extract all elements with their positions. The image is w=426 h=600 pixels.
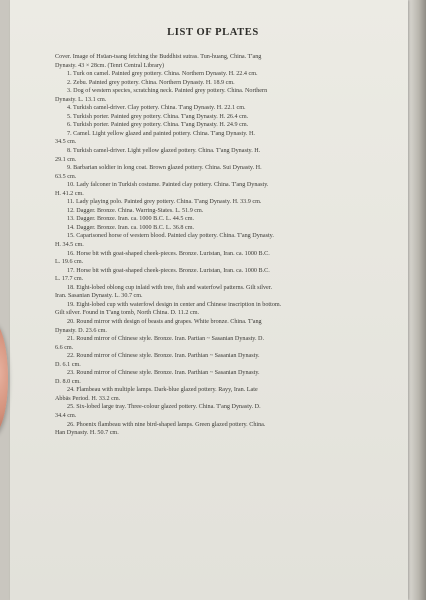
plate-entry	[55, 301, 371, 318]
entry-line: D. 8.0 cm.	[55, 378, 81, 385]
entry-line: 15. Caparisoned horse of western blood. Painted clay pottery. China. T'ang Dynasty.	[67, 233, 274, 240]
entry-line: 34.5 cm.	[55, 139, 77, 146]
entry-line: H. 34.5 cm.	[55, 242, 84, 249]
plate-entry	[55, 284, 371, 301]
entry-line: 34.4 cm.	[55, 412, 77, 419]
plate-entry	[55, 403, 371, 420]
plate-entry	[55, 130, 371, 147]
plate-entry	[55, 164, 371, 181]
plate-entry	[55, 147, 371, 164]
plate-entry	[55, 104, 371, 113]
entry-line: Dynasty. L. 13.1 cm.	[55, 96, 107, 103]
plate-list	[55, 53, 371, 438]
entry-line: 13. Dagger. Bronze. Iran. ca. 1000 B.C. L. 44.5 cm.	[67, 216, 195, 223]
plate-entry	[55, 369, 371, 386]
entry-line: L. 17.7 cm.	[55, 276, 84, 283]
entry-line: 26. Phoenix flambeau with nine bird-shaped lamps. Green glazed pottery. China.	[67, 421, 266, 428]
entry-line: Gilt silver. Found in T'ang tomb, North China. D. 11.2 cm.	[55, 310, 200, 317]
plate-entry	[55, 79, 371, 88]
entry-line: 3. Dog of western species, scratching neck. Painted grey pottery. China. Northern	[67, 88, 268, 95]
plate-entry	[55, 352, 371, 369]
entry-line: 8. Turkish camel-driver. Light yellow glazed pottery. China. T'ang Dynasty. H.	[67, 148, 261, 155]
plate-entry	[55, 250, 371, 267]
entry-line: 6.6 cm.	[55, 344, 74, 351]
plate-entry	[55, 198, 371, 207]
entry-line: 22. Round mirror of Chinese style. Bronze. Iran. Parthian ~ Sasanian Dynasty.	[67, 353, 260, 360]
entry-line: 18. Eight-lobed oblong cup inlaid with tree, fish and waterfowl patterns. Gilt silver.	[67, 284, 272, 291]
entry-line: 16. Horse bit with goat-shaped cheek-pieces. Bronze. Luristan, Iran. ca. 1000 B.C.	[67, 250, 270, 257]
entry-line: 10. Lady falconer in Turkish costume. Painted clay pottery. China. T'ang Dynasty.	[67, 182, 269, 189]
entry-line: 4. Turkish camel-driver. Clay pottery. China. T'ang Dynasty. H. 22.1 cm.	[67, 105, 246, 112]
entry-line: 25. Six-lobed large tray. Three-colour glazed pottery. China. T'ang Dynasty. D.	[67, 404, 261, 411]
plate-entry	[55, 121, 371, 130]
plate-entry	[55, 232, 371, 249]
plate-entry	[55, 386, 371, 403]
plate-entry	[55, 335, 371, 352]
entry-line: 9. Barbarian soldier in long coat. Brown glazed pottery. China. Sui Dynasty. H.	[67, 165, 262, 172]
plate-entry	[55, 181, 371, 198]
entry-line: D. 6.1 cm.	[55, 361, 81, 368]
entry-line: 63.5 cm.	[55, 173, 77, 180]
plate-entry	[55, 267, 371, 284]
entry-line: Han Dynasty. H. 50.7 cm.	[55, 430, 119, 437]
thumb-photo	[0, 322, 8, 434]
entry-line: Dynasty. D. 23.6 cm.	[55, 327, 107, 334]
entry-line: 29.1 cm.	[55, 156, 77, 163]
cover-entry	[55, 53, 371, 70]
background-right-edge	[408, 0, 426, 600]
plate-entry	[55, 224, 371, 233]
entry-line: 7. Camel. Light yellow glazed and painted pottery. China. T'ang Dynasty. H.	[67, 130, 255, 137]
plate-entry	[55, 318, 371, 335]
entry-line: 23. Round mirror of Chinese style. Bronze. Iran. Parthian ~ Sasanian Dynasty.	[67, 370, 260, 377]
plate-entry	[55, 207, 371, 216]
entry-line: 5. Turkish porter. Painted grey pottery. China. T'ang Dynasty. H. 26.4 cm.	[67, 113, 249, 120]
entry-line: 12. Dagger. Bronze. China. Warring-States. L. 51.9 cm.	[67, 207, 204, 214]
entry-line: H. 41.2 cm.	[55, 190, 84, 197]
entry-line: 1. Turk on camel. Painted grey pottery. China. Northern Dynasty. H. 22.4 cm.	[67, 71, 258, 78]
entry-line: L. 19.6 cm.	[55, 259, 84, 266]
entry-line: Cover. Image of Hsüan-tsang fetching the Buddhist sutras. Tun-huang, China. T'ang	[55, 54, 262, 60]
entry-line: 17. Horse bit with goat-shaped cheek-pieces. Bronze. Luristan, Iran. ca. 1000 B.C.	[67, 267, 270, 274]
entry-line: 20. Round mirror with design of beasts and grapes. White bronze. China. T'ang	[67, 318, 262, 325]
entry-line: Abbās Period. H. 33.2 cm.	[55, 395, 121, 402]
plate-entry	[55, 421, 371, 438]
entry-line: 11. Lady playing polo. Painted grey pottery. China. T'ang Dynasty. H. 33.9 cm.	[67, 199, 262, 206]
entry-line: 24. Flambeau with multiple lamps. Dark-blue glazed pottery. Rayy, Iran. Late	[67, 387, 258, 394]
entry-line: 6. Turkish porter. Painted grey pottery. China. T'ang Dynasty. H. 24.9 cm.	[67, 122, 249, 129]
plate-entry	[55, 70, 371, 79]
plate-entry	[55, 87, 371, 104]
entry-line: 2. Zebu. Painted grey pottery. China. Northern Dynasty. H. 18.9 cm.	[67, 79, 235, 86]
entry-line: Iran. Sasanian Dynasty. L. 30.7 cm.	[55, 293, 143, 300]
entry-line: 19. Eight-lobed cup with waterfowl design in center and Chinese inscription in bottom.	[67, 301, 282, 308]
page-title: LIST OF PLATES	[167, 27, 259, 38]
plate-entry	[55, 215, 371, 224]
entry-line: 21. Round mirror of Chinese style. Bronze. Iran. Partian ~ Sasanian Dynasty. D.	[67, 336, 264, 343]
plate-entry	[55, 113, 371, 122]
entry-line: 14. Dagger. Bronze. Iran. ca. 1000 B.C. L. 36.8 cm.	[67, 224, 195, 231]
entry-line: Dynasty. 43 × 28cm. (Tenri Central Library)	[55, 62, 165, 69]
